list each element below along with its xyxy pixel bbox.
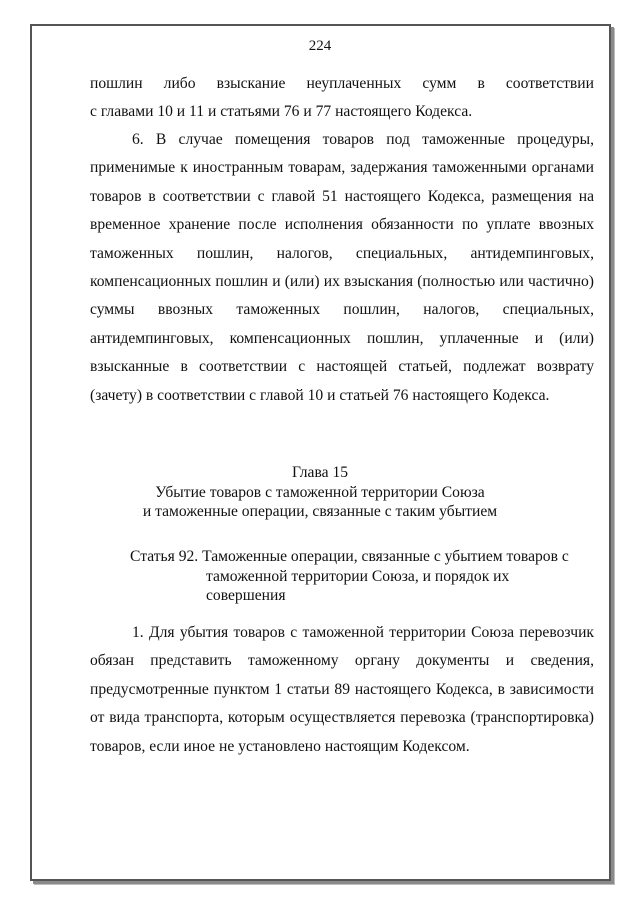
paragraph-6-text: 6. В случае помещения товаров под таможенные процедуры, применимые к иностранным товарам, задержания таможенными органами товаров в соответствии с главой 51 настоящего Кодекса, размещения на временное хранение после исполнения обязанности по уплате ввозных таможенных пошлин, налогов, специальных, антидемпинговых, компенсационных пошлин и (или) их взыскания (полностью или частично) суммы ввозных таможенных пошлин, налогов, специальных, антидемпинговых, компенсационных пошлин, уплаченные и (или) взысканные в соответствии с настоящей статьей, подлежат возврату (зачету) в соответствии с главой 10 и статьей 76 настоящего Кодекса.	[90, 131, 594, 404]
page-number: 224	[308, 38, 332, 54]
top-fragment-line-2: с главами 10 и 11 и статьями 76 и 77 настоящего Кодекса.	[90, 103, 473, 121]
article-title-line-2: таможенной территории Союза, и порядок их	[206, 567, 510, 585]
top-fragment	[90, 70, 594, 127]
paragraph-6	[90, 126, 594, 410]
chapter-heading	[0, 463, 640, 522]
paragraph-1	[90, 619, 594, 761]
chapter-title-line-2: и таможенные операции, связанные с таким убытием	[142, 503, 498, 520]
paragraph-1-text: 1. Для убытия товаров с таможенной территории Союза перевозчик обязан представить таможенному органу документы и сведения, предусмотренные пунктом 1 статьи 89 настоящего Кодекса, в зависимости от вида транспорта, которым осуществляется перевозка (транспортировка) товаров, если иное не установлено настоящим Кодексом.	[90, 624, 594, 755]
article-title-line-3: совершения	[206, 587, 286, 604]
chapter-number: Глава 15	[291, 464, 349, 481]
chapter-title-line-1: Убытие товаров с таможенной территории Союза	[155, 483, 485, 501]
article-title-line-1: Статья 92. Таможенные операции, связанные с убытием товаров с	[130, 548, 569, 565]
article-heading	[130, 547, 600, 606]
top-fragment-line-1: пошлин либо взыскание неуплаченных сумм в соответствии	[90, 75, 594, 92]
